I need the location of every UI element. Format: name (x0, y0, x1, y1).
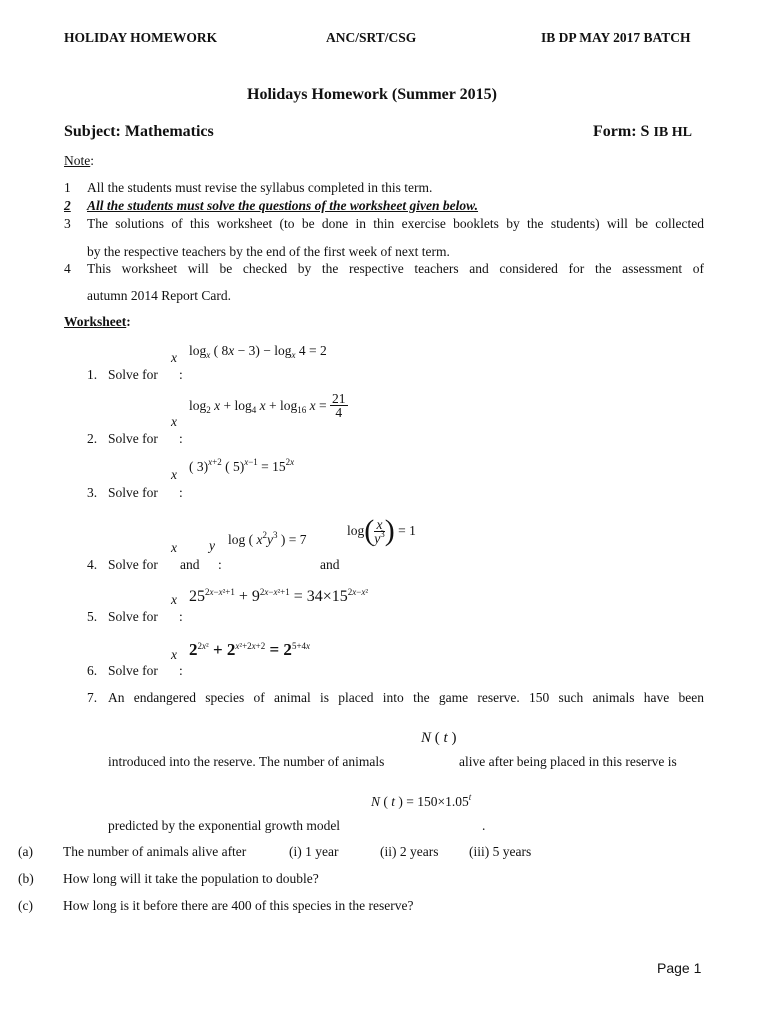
q2-text: Solve for (108, 431, 158, 446)
subject-label: Subject: Mathematics (64, 123, 214, 140)
q3-equation: ( 3)$^{x+2}$ ( $5)^{x-1} = 15^{2x}$ (189, 457, 295, 474)
q5-text: Solve for (108, 609, 158, 624)
q6-num: 6. (87, 663, 98, 678)
q2-colon: : (179, 431, 183, 446)
q6-colon: : (179, 663, 183, 678)
q6-equation: $2^{2x^2} + 2^{x^2+2x+2} = 2^{5+4x}$ (189, 640, 311, 659)
q4-equation-2: log( $\frac{x}{y^3}$ ) = 1 (347, 514, 416, 547)
worksheet-heading (64, 314, 131, 330)
q1-equation: $\log_x$ ( $8x - 3) - \log_x 4 = 2$ (189, 343, 327, 360)
q2-equation: $\log_2 x + \log_4 x + \log_{16} x$ = $\frac{21}{4}$ (189, 391, 346, 420)
part-b-label: (b) (18, 871, 34, 886)
q4-var-y: y (209, 538, 215, 553)
form-label-text: Form: S (593, 123, 650, 140)
q2-num: 2. (87, 431, 98, 446)
note-item-1-num: 1 (64, 180, 71, 195)
q4-num: 4. (87, 557, 98, 572)
q1-var-x: x (171, 350, 177, 365)
page-title: Holidays Homework (Summer 2015) (247, 86, 497, 103)
q7-line2b: alive after being placed in this reserve is (459, 754, 677, 769)
part-c-label: (c) (18, 898, 33, 913)
note-item-4-line1: This worksheet will be checked by the respective teachers and considered for the assessment of (87, 261, 704, 276)
part-a-option-2: (ii) 2 years (380, 844, 439, 859)
note-item-3-num: 3 (64, 216, 71, 231)
header-left: HOLIDAY HOMEWORK (64, 30, 218, 45)
note-item-4-line2: autumn 2014 Report Card. (87, 288, 231, 303)
note-item-4-num: 4 (64, 261, 71, 276)
note-item-2-num: 2 (64, 198, 71, 213)
worksheet-colon: : (126, 314, 131, 329)
q4-text: Solve for (108, 557, 158, 572)
note-heading (64, 153, 94, 169)
q1-num: 1. (87, 367, 98, 382)
part-a-label: (a) (18, 844, 33, 859)
note-item-3-line2: by the respective teachers by the end of the first week of next term. (87, 244, 450, 259)
part-b-text: How long will it take the population to double? (63, 871, 319, 886)
q5-var-x: x (171, 592, 177, 607)
q1-colon: : (179, 367, 183, 382)
page-number: Page 1 (657, 960, 702, 976)
q7-line3: predicted by the exponential growth model (108, 818, 341, 833)
q3-var-x: x (171, 467, 177, 482)
q4-and-1: and (180, 557, 200, 572)
header-right: IB DP MAY 2017 BATCH (541, 30, 691, 45)
q2-var-x: x (171, 414, 177, 429)
note-item-2-text: All the students must solve the questions of the worksheet given below. (87, 198, 479, 213)
q7-model-equation: N ( t ) = $150\times 1.05^t$ (371, 792, 472, 809)
part-a-option-3: (iii) 5 years (469, 844, 532, 859)
q5-colon: : (179, 609, 183, 624)
q6-text: Solve for (108, 663, 158, 678)
q5-num: 5. (87, 609, 98, 624)
q3-colon: : (179, 485, 183, 500)
header-center: ANC/SRT/CSG (326, 30, 417, 45)
form-label (593, 123, 692, 141)
q1-text: Solve for (108, 367, 158, 382)
q7-line3-end: . (482, 818, 486, 833)
part-a-option-1: (i) 1 year (289, 844, 339, 859)
q7-nt-symbol: N ( t ) (421, 730, 457, 746)
note-item-1-text: All the students must revise the syllabus completed in this term. (87, 180, 433, 195)
q6-var-x: x (171, 647, 177, 662)
worksheet-label: Worksheet (64, 314, 127, 329)
q4-var-x: x (171, 540, 177, 555)
q4-colon: : (218, 557, 222, 572)
note-item-3-line1: The solutions of this worksheet (to be done in thin exercise booklets by the students) will be collected (87, 216, 704, 231)
q7-line2a: introduced into the reserve. The number of animals (108, 754, 385, 769)
form-value: IB HL (653, 125, 692, 140)
q5-equation: $25^{2x-x^2+1} + 9^{2x-x^2+1} = 34\times 15^{2x-x^2}$ (189, 587, 369, 605)
q4-and-2: and (320, 557, 340, 572)
part-c-text: How long is it before there are 400 of this species in the reserve? (63, 898, 414, 913)
part-a-text: The number of animals alive after (63, 844, 247, 859)
q3-text: Solve for (108, 485, 158, 500)
note-colon: : (90, 153, 95, 168)
note-label: Note (64, 153, 91, 168)
q7-num: 7. (87, 690, 98, 705)
q7-line1: An endangered species of animal is placed into the game reserve. 150 such animals have been (108, 690, 704, 705)
q2-fraction: $\frac{21}{4}$ (332, 391, 346, 420)
q4-equation-1: log ( $x^2y^3$ ) = 7 (228, 530, 307, 547)
q3-num: 3. (87, 485, 98, 500)
